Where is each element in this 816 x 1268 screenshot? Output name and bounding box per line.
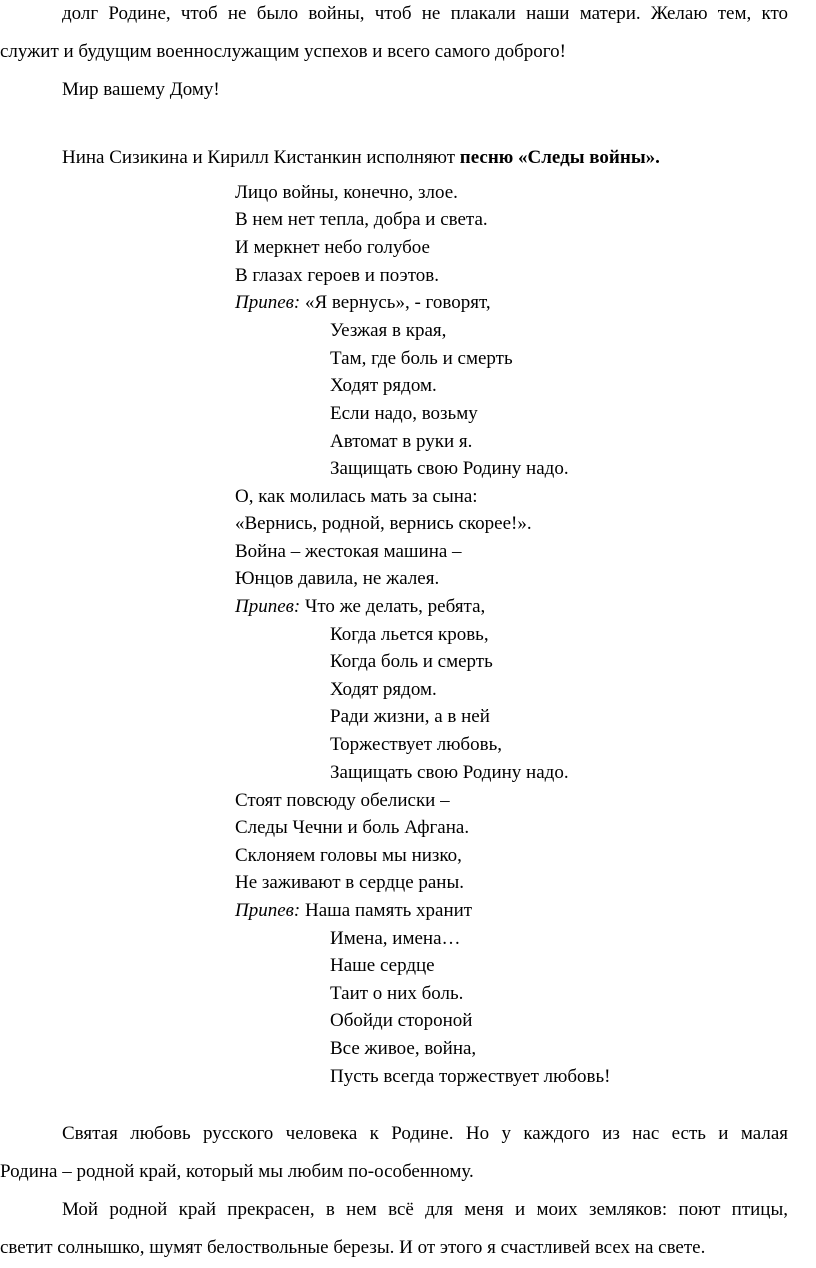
chorus-first-line — [235, 900, 472, 922]
outro-p1-line-2: Родина – родной край, который мы любим по-особенному. — [0, 1161, 474, 1182]
announcement-text: Нина Сизикина и Кирилл Кистанкин исполняют — [62, 147, 460, 168]
intro-line-1: долг Родине, чтоб не было войны, чтоб не плакали наши матери. Желаю тем, кто — [62, 3, 788, 24]
chorus-line: Пусть всегда торжествует любовь! — [330, 1066, 611, 1087]
verse-line: Стоят повсюду обелиски – — [235, 790, 450, 811]
chorus-text: «Я вернусь», - говорят, — [300, 292, 491, 313]
outro-p1-line-1: Святая любовь русского человека к Родине. Но у каждого из нас есть и малая — [62, 1123, 788, 1144]
verse-line: Следы Чечни и боль Афгана. — [235, 817, 470, 838]
verse-line: В нем нет тепла, добра и света. — [235, 209, 488, 230]
chorus-line: Автомат в руки я. — [330, 431, 473, 452]
chorus-line: Защищать свою Родину надо. — [330, 762, 569, 783]
verse-line: Юнцов давила, не жалея. — [235, 568, 440, 589]
chorus-line: Все живое, война, — [330, 1038, 477, 1059]
refrain-label: Припев: — [235, 900, 301, 921]
refrain-label: Припев: — [235, 292, 301, 313]
chorus-line: Если надо, возьму — [330, 403, 478, 424]
song-title: песню «Следы войны». — [459, 147, 660, 168]
chorus-line: Уезжая в края, — [330, 320, 447, 341]
chorus-line: Ходят рядом. — [330, 679, 437, 700]
intro-line-2: служит и будущим военнослужащим успехов и всего самого доброго! — [0, 41, 566, 62]
verse-line: О, как молилась мать за сына: — [235, 486, 478, 507]
chorus-first-line — [235, 596, 485, 618]
intro-line-3: Мир вашему Дому! — [62, 79, 220, 100]
chorus-line: Когда льется кровь, — [330, 624, 489, 645]
chorus-text: Что же делать, ребята, — [300, 596, 486, 617]
outro-p2-line-1: Мой родной край прекрасен, в нем всё для меня и моих земляков: поют птицы, — [62, 1199, 788, 1220]
outro-p2-line-2: светит солнышко, шумят белоствольные березы. И от этого я счастливей всех на свете. — [0, 1237, 706, 1258]
chorus-text: Наша память хранит — [300, 900, 473, 921]
verse-line: И меркнет небо голубое — [235, 237, 430, 258]
chorus-line: Защищать свою Родину надо. — [330, 458, 569, 479]
verse-line: Лицо войны, конечно, злое. — [235, 182, 458, 203]
chorus-line: Имена, имена… — [330, 928, 461, 949]
verse-line: Война – жестокая машина – — [235, 541, 462, 562]
chorus-line: Когда боль и смерть — [330, 651, 493, 672]
refrain-label: Припев: — [235, 596, 301, 617]
chorus-line: Ходят рядом. — [330, 375, 437, 396]
announcement — [62, 147, 660, 169]
verse-line: Склоняем головы мы низко, — [235, 845, 462, 866]
chorus-line: Обойди стороной — [330, 1010, 473, 1031]
verse-line: Не заживают в сердце раны. — [235, 872, 464, 893]
chorus-line: Торжествует любовь, — [330, 734, 502, 755]
chorus-first-line — [235, 292, 491, 314]
chorus-line: Там, где боль и смерть — [330, 348, 513, 369]
chorus-line: Ради жизни, а в ней — [330, 706, 490, 727]
verse-line: «Вернись, родной, вернись скорее!». — [235, 513, 532, 534]
chorus-line: Таит о них боль. — [330, 983, 464, 1004]
verse-line: В глазах героев и поэтов. — [235, 265, 439, 286]
chorus-line: Наше сердце — [330, 955, 435, 976]
